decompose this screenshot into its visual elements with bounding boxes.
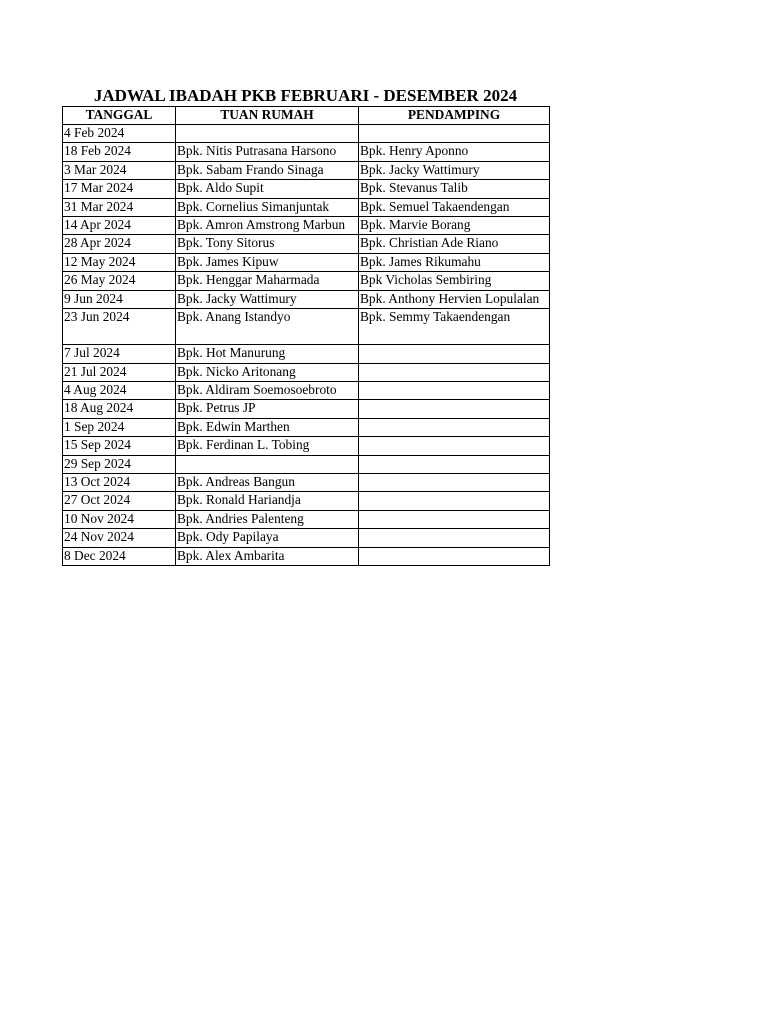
cell-tanggal: 23 Jun 2024: [63, 308, 176, 344]
cell-pendamping: [359, 492, 550, 510]
cell-tuan-rumah: Bpk. Jacky Wattimury: [176, 290, 359, 308]
cell-tanggal: 1 Sep 2024: [63, 418, 176, 436]
cell-tuan-rumah: Bpk. Ronald Hariandja: [176, 492, 359, 510]
cell-tanggal: 10 Nov 2024: [63, 510, 176, 528]
table-row: [63, 161, 550, 179]
table-row: [63, 492, 550, 510]
cell-pendamping: Bpk. Jacky Wattimury: [359, 161, 550, 179]
cell-tanggal: 26 May 2024: [63, 272, 176, 290]
cell-pendamping: Bpk. Christian Ade Riano: [359, 235, 550, 253]
cell-pendamping: Bpk. Semuel Takaendengan: [359, 198, 550, 216]
table-row: [63, 510, 550, 528]
cell-pendamping: [359, 474, 550, 492]
cell-tanggal: 12 May 2024: [63, 253, 176, 271]
column-header-tanggal: TANGGAL: [63, 107, 176, 125]
cell-tanggal: 3 Mar 2024: [63, 161, 176, 179]
cell-tanggal: 18 Feb 2024: [63, 143, 176, 161]
column-header-tuan-rumah: TUAN RUMAH: [176, 107, 359, 125]
cell-tuan-rumah: Bpk. Aldiram Soemosoebroto: [176, 382, 359, 400]
cell-tuan-rumah: Bpk. Alex Ambarita: [176, 547, 359, 565]
table-row: [63, 474, 550, 492]
table-row: [63, 253, 550, 271]
cell-pendamping: Bpk. Anthony Hervien Lopulalan: [359, 290, 550, 308]
cell-tuan-rumah: Bpk. Petrus JP: [176, 400, 359, 418]
table-row: [63, 308, 550, 344]
cell-tuan-rumah: Bpk. Ferdinan L. Tobing: [176, 437, 359, 455]
cell-tanggal: 14 Apr 2024: [63, 216, 176, 234]
cell-tanggal: 4 Feb 2024: [63, 125, 176, 143]
cell-pendamping: [359, 437, 550, 455]
table-row: [63, 180, 550, 198]
cell-pendamping: Bpk. Semmy Takaendengan: [359, 308, 550, 344]
cell-pendamping: [359, 363, 550, 381]
cell-pendamping: [359, 418, 550, 436]
cell-tuan-rumah: Bpk. James Kipuw: [176, 253, 359, 271]
cell-pendamping: [359, 382, 550, 400]
cell-tuan-rumah: Bpk. Amron Amstrong Marbun: [176, 216, 359, 234]
schedule-table: [62, 106, 550, 566]
cell-tuan-rumah: [176, 125, 359, 143]
cell-tanggal: 18 Aug 2024: [63, 400, 176, 418]
cell-pendamping: [359, 125, 550, 143]
cell-tanggal: 24 Nov 2024: [63, 529, 176, 547]
table-row: [63, 143, 550, 161]
cell-tanggal: 28 Apr 2024: [63, 235, 176, 253]
cell-pendamping: Bpk. Stevanus Talib: [359, 180, 550, 198]
cell-tanggal: 7 Jul 2024: [63, 345, 176, 363]
cell-tuan-rumah: Bpk. Cornelius Simanjuntak: [176, 198, 359, 216]
cell-pendamping: Bpk. Marvie Borang: [359, 216, 550, 234]
cell-pendamping: [359, 345, 550, 363]
table-row: [63, 547, 550, 565]
table-row: [63, 272, 550, 290]
table-header: [63, 107, 550, 125]
cell-tanggal: 29 Sep 2024: [63, 455, 176, 473]
table-row: [63, 216, 550, 234]
cell-tuan-rumah: Bpk. Sabam Frando Sinaga: [176, 161, 359, 179]
table-row: [63, 455, 550, 473]
table-row: [63, 400, 550, 418]
cell-pendamping: [359, 455, 550, 473]
cell-tuan-rumah: Bpk. Andreas Bangun: [176, 474, 359, 492]
table-row: [63, 125, 550, 143]
cell-tanggal: 27 Oct 2024: [63, 492, 176, 510]
cell-pendamping: [359, 547, 550, 565]
table-row: [63, 290, 550, 308]
table-row: [63, 345, 550, 363]
table-row: [63, 235, 550, 253]
cell-pendamping: [359, 400, 550, 418]
cell-tuan-rumah: Bpk. Ody Papilaya: [176, 529, 359, 547]
table-row: [63, 382, 550, 400]
cell-pendamping: Bpk. James Rikumahu: [359, 253, 550, 271]
table-row: [63, 437, 550, 455]
cell-tuan-rumah: Bpk. Nicko Aritonang: [176, 363, 359, 381]
cell-tuan-rumah: [176, 455, 359, 473]
cell-tuan-rumah: Bpk. Hot Manurung: [176, 345, 359, 363]
cell-tanggal: 8 Dec 2024: [63, 547, 176, 565]
cell-tuan-rumah: Bpk. Aldo Supit: [176, 180, 359, 198]
cell-tanggal: 13 Oct 2024: [63, 474, 176, 492]
cell-tuan-rumah: Bpk. Nitis Putrasana Harsono: [176, 143, 359, 161]
document-title: JADWAL IBADAH PKB FEBRUARI - DESEMBER 2024: [93, 86, 518, 105]
cell-pendamping: Bpk. Henry Aponno: [359, 143, 550, 161]
table-row: [63, 529, 550, 547]
table-row: [63, 198, 550, 216]
cell-tuan-rumah: Bpk. Andries Palenteng: [176, 510, 359, 528]
table-row: [63, 418, 550, 436]
cell-tanggal: 31 Mar 2024: [63, 198, 176, 216]
column-header-pendamping: PENDAMPING: [359, 107, 550, 125]
cell-pendamping: Bpk Vicholas Sembiring: [359, 272, 550, 290]
cell-tuan-rumah: Bpk. Edwin Marthen: [176, 418, 359, 436]
cell-pendamping: [359, 510, 550, 528]
cell-tuan-rumah: Bpk. Tony Sitorus: [176, 235, 359, 253]
cell-tanggal: 9 Jun 2024: [63, 290, 176, 308]
cell-pendamping: [359, 529, 550, 547]
table-row: [63, 363, 550, 381]
cell-tanggal: 17 Mar 2024: [63, 180, 176, 198]
table-body: [63, 125, 550, 566]
cell-tanggal: 15 Sep 2024: [63, 437, 176, 455]
cell-tuan-rumah: Bpk. Henggar Maharmada: [176, 272, 359, 290]
cell-tanggal: 4 Aug 2024: [63, 382, 176, 400]
cell-tuan-rumah: Bpk. Anang Istandyo: [176, 308, 359, 344]
cell-tanggal: 21 Jul 2024: [63, 363, 176, 381]
header-row: [63, 107, 550, 125]
